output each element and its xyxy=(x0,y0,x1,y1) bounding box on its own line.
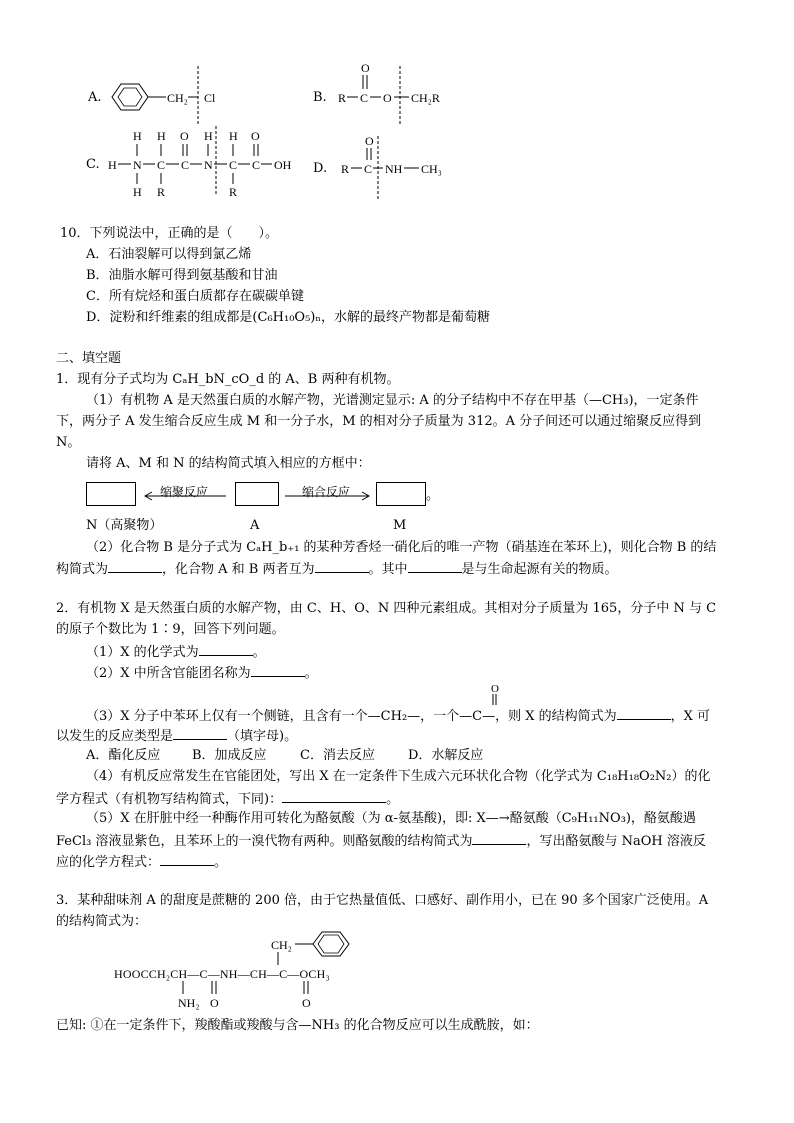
label-a: A xyxy=(250,518,260,533)
p2-choice-c: C．消去反应 xyxy=(300,748,375,763)
option-c-c1: C xyxy=(157,158,166,172)
p2-choice-a: A．酯化反应 xyxy=(86,748,161,763)
option-d-ch3: CH₃ xyxy=(421,162,442,176)
p2-q5-line1: （5）X 在肝脏中经一种酶作用可转化为酪氨酸（为 α-氨基酸)，即: X—→酪氨酸（C₉H₁₁NO₃)，酪氨酸遇 xyxy=(86,811,696,826)
option-b-letter: B. xyxy=(313,90,327,105)
boxes-period: 。 xyxy=(426,488,440,503)
p2-q4-line2-text: 学方程式（有机物写结构简式，下同)： xyxy=(56,792,283,807)
p2-q3-line2-b: （填字母)。 xyxy=(227,729,298,744)
p1-part2-text-b: ，化合物 A 和 B 两者互为 xyxy=(162,562,315,577)
option-c-h-left: H xyxy=(108,158,117,172)
p2-q1-end: 。 xyxy=(252,645,266,660)
sweetener-o2: O xyxy=(302,996,311,1010)
option-d-letter: D. xyxy=(313,161,328,176)
option-c-r1: R xyxy=(157,185,166,199)
p2-q3-line2-a: 以发生的反应类型是 xyxy=(56,729,174,744)
sweetener-nh2: NH₂ xyxy=(178,996,200,1010)
p1-part2-text-d: 是与生命起源有关的物质。 xyxy=(461,562,618,577)
p2-q5-line3-text: 应的化学方程式： xyxy=(56,855,161,870)
p2-q5-end: 。 xyxy=(214,855,228,870)
p2-q3-text-b: ，则 X 的结构简式为 xyxy=(495,709,617,724)
p1-part2-line1: （2）化合物 B 是分子式为 CₐH_b₊₁ 的某种芳香烃一硝化后的唯一产物（硝基连在苯环上)，则化合物 B 的结 xyxy=(86,540,717,555)
p2-q4-line1: （4）有机反应常发生在官能团处，写出 X 在一定条件下生成六元环状化合物（化学式为 C₁₈H₁₈O₂N₂）的化 xyxy=(86,769,711,784)
option-c-n1: N xyxy=(133,158,142,172)
label-m: M xyxy=(393,518,407,533)
section-title: 二、填空题 xyxy=(56,351,122,366)
p3-stem1: 3．某种甜味剂 A 的甜度是蔗糖的 200 倍，由于它热量值低、口感好、副作用小，已在 90 多个国家广泛使用。A xyxy=(56,893,709,908)
option-c-letter: C. xyxy=(86,157,100,172)
option-b-o-top: O xyxy=(361,61,370,75)
option-a-letter: A. xyxy=(88,90,102,105)
option-d-c: C xyxy=(364,162,373,176)
option-c-c3: C xyxy=(229,158,238,172)
p2-q5-line2-a: FeCl₃ 溶液显紫色，且苯环上的一溴代物有两种。则酪氨酸的结构简式为 xyxy=(56,834,473,849)
option-a-cl: Cl xyxy=(204,91,216,105)
carbonyl-o: O xyxy=(491,683,499,695)
option-b-c: C xyxy=(360,91,369,105)
p3-known: 已知: ①在一定条件下，羧酸酯或羧酸与含—NH₃ 的化合物反应可以生成酰胺，如： xyxy=(56,1018,539,1033)
option-c-h-c3-top: H xyxy=(229,129,238,143)
p2-choice-b: B．加成反应 xyxy=(192,748,267,763)
sweetener-main-chain: HOOCCH₂CH—C—NH—CH—C—OCH₃ xyxy=(114,967,330,981)
p2-q3-text-c: ，X 可 xyxy=(670,709,711,724)
p1-stem: 1．现有分子式均为 CₐH_bN_cO_d 的 A、B 两种有机物。 xyxy=(56,372,400,387)
q10-choice-d: D．淀粉和纤维素的组成都是(C₆H₁₀O₅)ₙ，水解的最终产物都是葡萄糖 xyxy=(86,310,490,325)
p2-q4-end: 。 xyxy=(386,792,400,807)
option-c-o1: O xyxy=(180,129,189,143)
option-c-r2: R xyxy=(229,185,238,199)
q10-stem: 10．下列说法中，正确的是（ ）。 xyxy=(60,226,279,241)
p1-part1-line3: N。 xyxy=(56,435,81,450)
p2-q2-text: （2）X 中所含官能团名称为 xyxy=(86,666,251,681)
arrow-right-label: 缩合反应 xyxy=(302,485,351,499)
p2-q3-text-a: （3）X 分子中苯环上仅有一个侧链，且含有一个—CH₂—，一个 xyxy=(86,709,460,724)
option-d-o: O xyxy=(365,134,374,148)
option-c-n2: N xyxy=(204,158,213,172)
option-c-h-n1-bot: H xyxy=(133,185,142,199)
p2-q1-text: （1）X 的化学式为 xyxy=(86,645,199,660)
option-c-c4: C xyxy=(252,158,261,172)
q10-choice-a: A．石油裂解可以得到氯乙烯 xyxy=(86,247,252,262)
p2-choice-d: D．水解反应 xyxy=(408,748,484,763)
q10-choice-c: C．所有烷烃和蛋白质都存在碳碳单键 xyxy=(86,289,304,304)
p2-q5-line2-b: ，写出酪氨酸与 NaOH 溶液反 xyxy=(526,834,706,849)
p2-stem2: 的原子个数比为 1∶9，回答下列问题。 xyxy=(56,622,285,637)
p2-q2-end: 。 xyxy=(304,666,318,681)
p3-stem2: 的结构简式为： xyxy=(56,914,148,929)
p1-part1-line1: （1）有机物 A 是天然蛋白质的水解产物，光谱测定显示: A 的分子结构中不存在甲基（—CH₃)，一定条件 xyxy=(86,393,699,408)
option-d-nh: NH xyxy=(385,162,403,176)
option-c-h-n2-top: H xyxy=(204,129,213,143)
sweetener-o1: O xyxy=(210,996,219,1010)
option-b-o: O xyxy=(383,91,392,105)
sweetener-ch2: CH₂ xyxy=(271,938,292,952)
p1-part2-text-a: 构简式为 xyxy=(56,562,109,577)
option-c-o2: O xyxy=(251,129,260,143)
p1-part1-line2: 下，两分子 A 发生缩合反应生成 M 和一分子水，M 的相对分子质量为 312。A 分子间还可以通过缩聚反应得到 xyxy=(56,414,702,429)
p1-instruction: 请将 A、M 和 N 的结构简式填入相应的方框中： xyxy=(86,456,371,471)
option-c-h-n1-top: H xyxy=(133,129,142,143)
p1-part2-text-c: 。其中 xyxy=(368,562,408,577)
arrow-left-label: 缩聚反应 xyxy=(160,485,209,499)
option-a-ch2: CH₂ xyxy=(167,91,188,105)
label-n: N（高聚物） xyxy=(86,518,163,533)
option-c-h-c1-top: H xyxy=(157,129,166,143)
q10-choice-b: B．油脂水解可得到氨基酸和甘油 xyxy=(86,268,278,283)
p2-q3-carbonyl: —C— xyxy=(459,709,496,724)
option-c-oh: OH xyxy=(274,158,292,172)
p2-stem1: 2．有机物 X 是天然蛋白质的水解产物，由 C、H、O、N 四种元素组成。其相对分子质量为 165，分子中 N 与 C xyxy=(56,601,717,616)
option-b-ch2r: CH₂R xyxy=(411,91,440,105)
option-b-r: R xyxy=(338,91,347,105)
option-d-r: R xyxy=(341,162,350,176)
option-c-c2: C xyxy=(181,158,190,172)
